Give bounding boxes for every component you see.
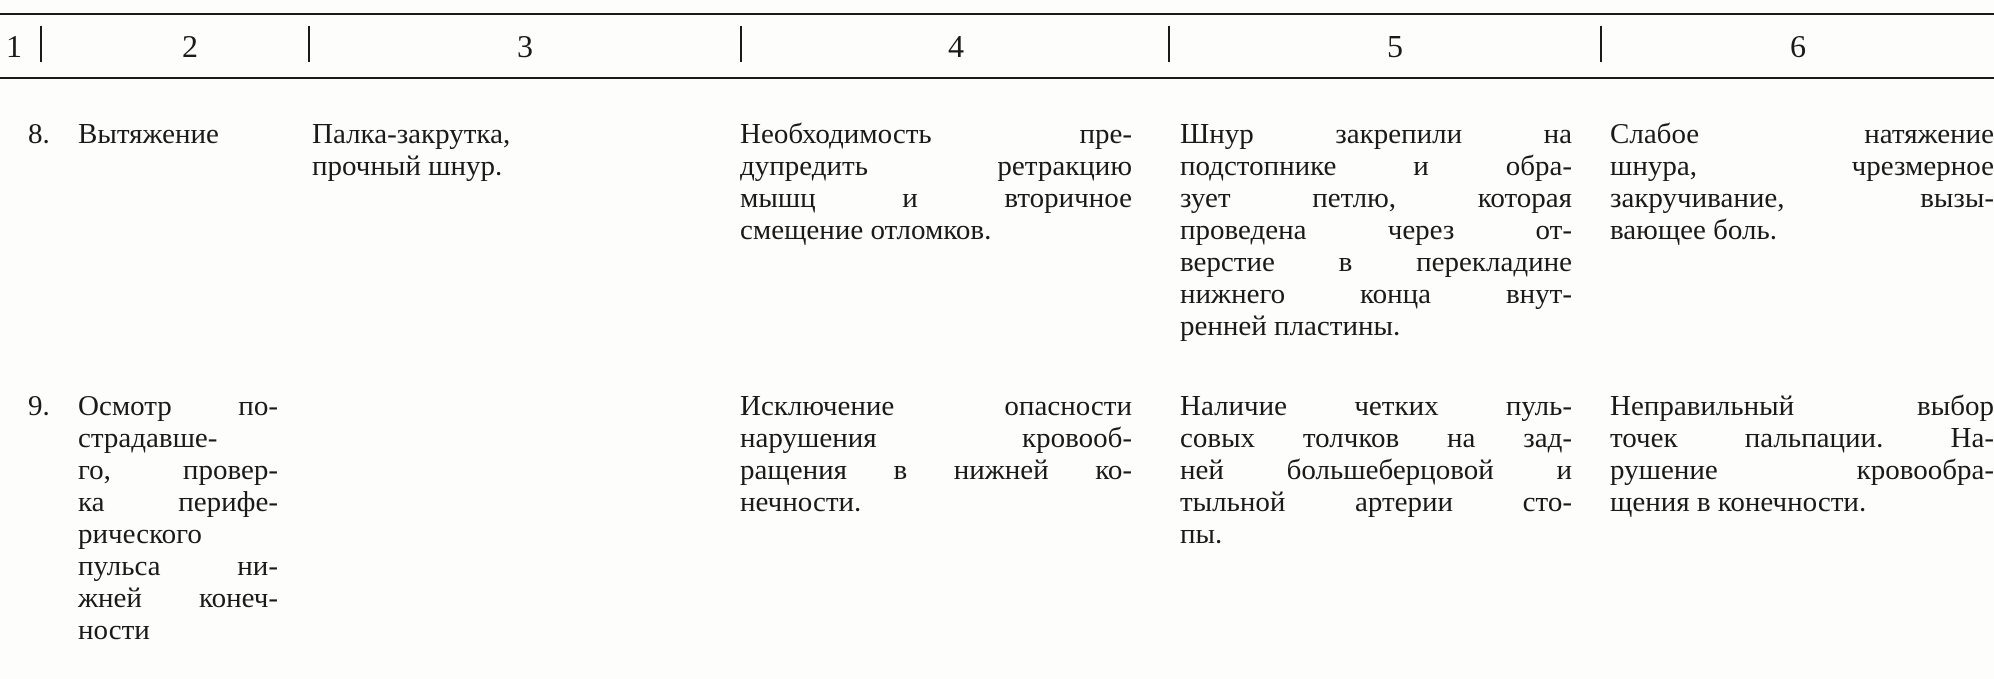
row-9-action bbox=[78, 390, 278, 646]
criteria-line: зует петлю, которая bbox=[1180, 182, 1572, 214]
criteria-line: Шнур закрепили на bbox=[1180, 118, 1572, 150]
action-line: пульса ни- bbox=[78, 550, 278, 582]
rationale-line: мышц и вторичное bbox=[740, 182, 1132, 214]
rationale-line: нарушения кровооб- bbox=[740, 422, 1132, 454]
header-col-5: 5 bbox=[1387, 28, 1403, 64]
action-line: страдавше- bbox=[78, 422, 218, 454]
action-line: рического bbox=[78, 518, 202, 550]
criteria-line: верстие в перекладине bbox=[1180, 246, 1572, 278]
action-line: Осмотр по- bbox=[78, 390, 278, 422]
action-line: жней конеч- bbox=[78, 582, 278, 614]
row-8-number: 8. bbox=[28, 118, 50, 150]
row-8-equipment bbox=[312, 118, 602, 182]
rationale-line: смещение отломков. bbox=[740, 214, 992, 246]
action-line: Вытяжение bbox=[78, 118, 219, 150]
errors-line: рушение кровообра- bbox=[1610, 454, 1994, 486]
header-col-3: 3 bbox=[517, 28, 533, 64]
errors-line: Слабое натяжение bbox=[1610, 118, 1994, 150]
header-col-4: 4 bbox=[948, 28, 964, 64]
errors-line: Неправильный выбор bbox=[1610, 390, 1994, 422]
row-9-number: 9. bbox=[28, 390, 50, 422]
criteria-line: тыльной артерии сто- bbox=[1180, 486, 1572, 518]
errors-line: точек пальпации. На- bbox=[1610, 422, 1994, 454]
row-8-criteria bbox=[1180, 118, 1572, 342]
rationale-line: Необходимость пре- bbox=[740, 118, 1132, 150]
criteria-line: ренней пластины. bbox=[1180, 310, 1401, 342]
header-col-6: 6 bbox=[1790, 28, 1806, 64]
row-9-errors bbox=[1610, 390, 1994, 518]
criteria-line: Наличие четких пуль- bbox=[1180, 390, 1572, 422]
action-line: ка перифе- bbox=[78, 486, 278, 518]
row-9-criteria bbox=[1180, 390, 1572, 550]
header-bottom-rule bbox=[0, 77, 1994, 79]
rationale-line: дупредить ретракцию bbox=[740, 150, 1132, 182]
rationale-line: нечности. bbox=[740, 486, 862, 518]
errors-line: вающее боль. bbox=[1610, 214, 1777, 246]
header-col-1: 1 bbox=[6, 28, 22, 64]
action-line: ности bbox=[78, 614, 150, 646]
rationale-line: Исключение опасности bbox=[740, 390, 1132, 422]
criteria-line: пы. bbox=[1180, 518, 1223, 550]
row-9-rationale bbox=[740, 390, 1132, 518]
header-col-2: 2 bbox=[182, 28, 198, 64]
errors-line: закручивание, вызы- bbox=[1610, 182, 1994, 214]
equipment-line: прочный шнур. bbox=[312, 150, 503, 182]
header-top-rule bbox=[0, 13, 1994, 15]
rationale-line: ращения в нижней ко- bbox=[740, 454, 1132, 486]
row-8-errors bbox=[1610, 118, 1994, 246]
action-line: го, провер- bbox=[78, 454, 278, 486]
criteria-line: совых толчков на зад- bbox=[1180, 422, 1572, 454]
row-8-rationale bbox=[740, 118, 1132, 246]
criteria-line: подстопнике и обра- bbox=[1180, 150, 1572, 182]
criteria-line: ней большеберцовой и bbox=[1180, 454, 1572, 486]
errors-line: щения в конечности. bbox=[1610, 486, 1867, 518]
header-divider-1 bbox=[40, 26, 42, 62]
criteria-line: проведена через от- bbox=[1180, 214, 1572, 246]
equipment-line: Палка-закрутка, bbox=[312, 118, 511, 150]
errors-line: шнура, чрезмерное bbox=[1610, 150, 1994, 182]
row-8-action bbox=[78, 118, 283, 150]
criteria-line: нижнего конца внут- bbox=[1180, 278, 1572, 310]
